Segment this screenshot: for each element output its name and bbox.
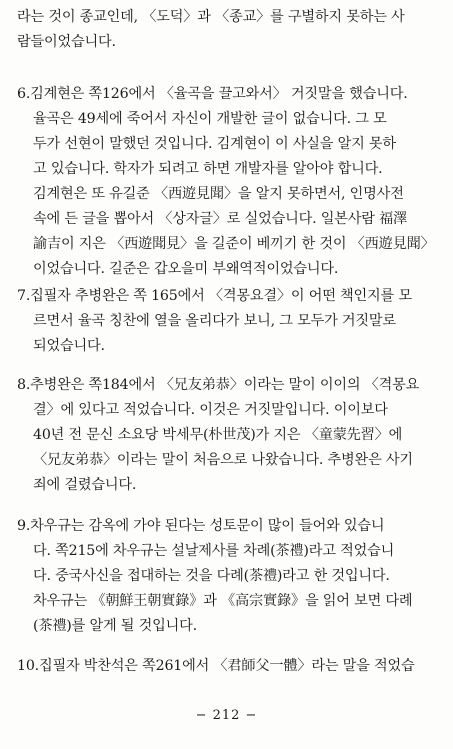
text-line: 10.집필자 박찬석은 쪽261에서 〈君師父一體〉라는 말을 적었습 bbox=[17, 658, 415, 674]
text-line: 6.김계현은 쪽126에서 〈율곡을 끌고와서〉 거짓말을 했습니다. bbox=[17, 86, 408, 102]
paragraph-item-9 bbox=[17, 514, 442, 639]
text-line: 속에 든 글을 뽑아서 〈상자글〉로 실었습니다. 일본사람 福澤 bbox=[33, 211, 408, 227]
text-line: 8.추병완은 쪽184에서 〈兄友弟恭〉이라는 말이 이이의 〈격몽요 bbox=[17, 377, 420, 393]
text-line: 결〉에 있다고 적었습니다. 이것은 거짓말입니다. 이이보다 bbox=[33, 402, 388, 418]
text-line: 40년 전 문신 소요당 박세무(朴世茂)가 지은 〈童蒙先習〉에 bbox=[33, 427, 403, 443]
paragraph-item-8 bbox=[17, 373, 442, 498]
text-line: 되었습니다. bbox=[33, 338, 105, 354]
text-line: 죄에 걸렸습니다. bbox=[33, 477, 137, 493]
text-line: 라는 것이 종교인데, 〈도덕〉과 〈종교〉를 구별하지 못하는 사 bbox=[17, 9, 405, 25]
text-line: 7.집필자 추병완은 쪽 165에서 〈격몽요결〉이 어떤 책인지를 모 bbox=[17, 288, 412, 304]
text-line: 다. 중국사신을 접대하는 것을 다례(茶禮)라고 한 것입니다. bbox=[33, 568, 390, 584]
text-line: 다. 쪽215에 차우규는 설날제사를 차례(茶禮)라고 적었습니 bbox=[33, 543, 395, 559]
text-line: 차우규는 《朝鮮王朝實錄》과 《高宗實錄》을 읽어 보면 다례 bbox=[33, 593, 413, 609]
paragraph-item-7 bbox=[17, 284, 442, 359]
paragraph-item-6 bbox=[17, 82, 442, 282]
text-line: 9.차우규는 감옥에 가야 된다는 성토문이 많이 들어와 있습니 bbox=[17, 518, 385, 534]
text-line: 르면서 율곡 칭찬에 열을 올리다가 보니, 그 모두가 거짓말로 bbox=[33, 313, 396, 329]
text-line: (茶禮)를 알게 될 것입니다. bbox=[33, 618, 197, 634]
paragraph-item-10 bbox=[17, 654, 442, 679]
page-number: − 212 − bbox=[195, 708, 258, 723]
text-line: 김계현은 또 유길준 〈西遊見聞〉을 알지 못하면서, 인명사전 bbox=[33, 186, 404, 202]
text-line: 諭吉이 지은 〈西遊聞見〉을 길준이 베끼기 한 것이 〈西遊見聞〉 bbox=[33, 236, 435, 252]
text-line: 율곡은 49세에 죽어서 자신이 개발한 글이 없습니다. 그 모 bbox=[33, 111, 387, 127]
text-line: 〈兄友弟恭〉이라는 말이 처음으로 나왔습니다. 추병완은 사기 bbox=[33, 452, 413, 468]
text-line: 고 있습니다. 학자가 되려고 하면 개발자를 알아야 합니다. bbox=[33, 161, 383, 177]
text-line: 두가 선현이 말했던 것입니다. 김계현이 이 사실을 알지 못하 bbox=[33, 136, 396, 152]
text-line: 이었습니다. 길준은 갑오을미 부왜역적이었습니다. bbox=[33, 261, 339, 277]
text-line: 람들이었습니다. bbox=[17, 34, 116, 50]
paragraph-intro bbox=[17, 5, 442, 55]
